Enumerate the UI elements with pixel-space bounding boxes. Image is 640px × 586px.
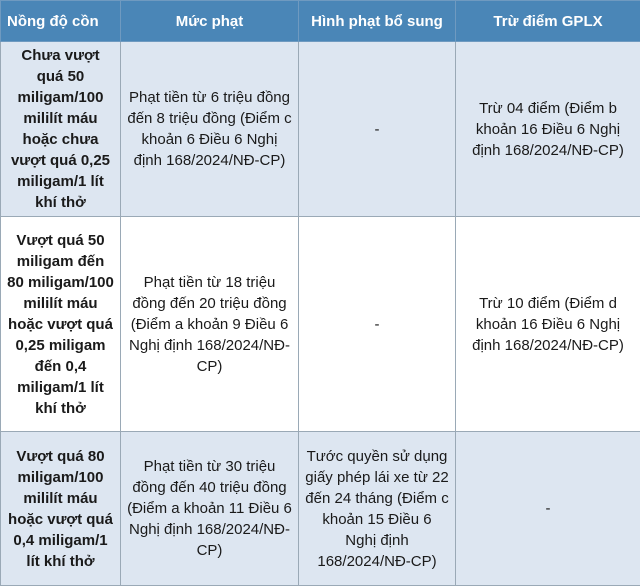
table-row xyxy=(1,432,640,586)
header-additional-penalty: Hình phạt bổ sung xyxy=(299,1,456,42)
additional-penalty-cell: - xyxy=(299,42,456,217)
header-alcohol-level: Nồng độ cồn xyxy=(1,1,121,42)
additional-penalty-cell: - xyxy=(299,217,456,432)
table-row xyxy=(1,217,640,432)
license-points-cell: Trừ 04 điểm (Điểm b khoản 16 Điều 6 Nghị định 168/2024/NĐ-CP) xyxy=(456,42,640,217)
fine-cell: Phạt tiền từ 6 triệu đồng đến 8 triệu đồng (Điểm c khoản 6 Điều 6 Nghị định 168/2024/NĐ-CP) xyxy=(121,42,299,217)
alcohol-level-cell: Vượt quá 80 miligam/100 mililít máu hoặc vượt quá 0,4 miligam/1 lít khí thở xyxy=(1,432,121,586)
fine-cell: Phạt tiền từ 18 triệu đồng đến 20 triệu đồng (Điểm a khoản 9 Điều 6 Nghị định 168/2024/NĐ-CP) xyxy=(121,217,299,432)
header-row xyxy=(1,1,640,42)
fine-cell: Phạt tiền từ 30 triệu đồng đến 40 triệu đồng (Điểm a khoản 11 Điều 6 Nghị định 168/2024/NĐ-CP) xyxy=(121,432,299,586)
header-fine: Mức phạt xyxy=(121,1,299,42)
license-points-cell: Trừ 10 điểm (Điểm d khoản 16 Điều 6 Nghị định 168/2024/NĐ-CP) xyxy=(456,217,640,432)
additional-penalty-cell: Tước quyền sử dụng giấy phép lái xe từ 22 đến 24 tháng (Điểm c khoản 15 Điều 6 Nghị định 168/2024/NĐ-CP) xyxy=(299,432,456,586)
alcohol-level-cell: Vượt quá 50 miligam đến 80 miligam/100 mililít máu hoặc vượt quá 0,25 miligam đến 0,4 miligam/1 lít khí thở xyxy=(1,217,121,432)
table-row xyxy=(1,42,640,217)
license-points-cell: - xyxy=(456,432,640,586)
alcohol-level-cell: Chưa vượt quá 50 miligam/100 mililít máu hoặc chưa vượt quá 0,25 miligam/1 lít khí thở xyxy=(1,42,121,217)
header-license-points: Trừ điểm GPLX xyxy=(456,1,640,42)
